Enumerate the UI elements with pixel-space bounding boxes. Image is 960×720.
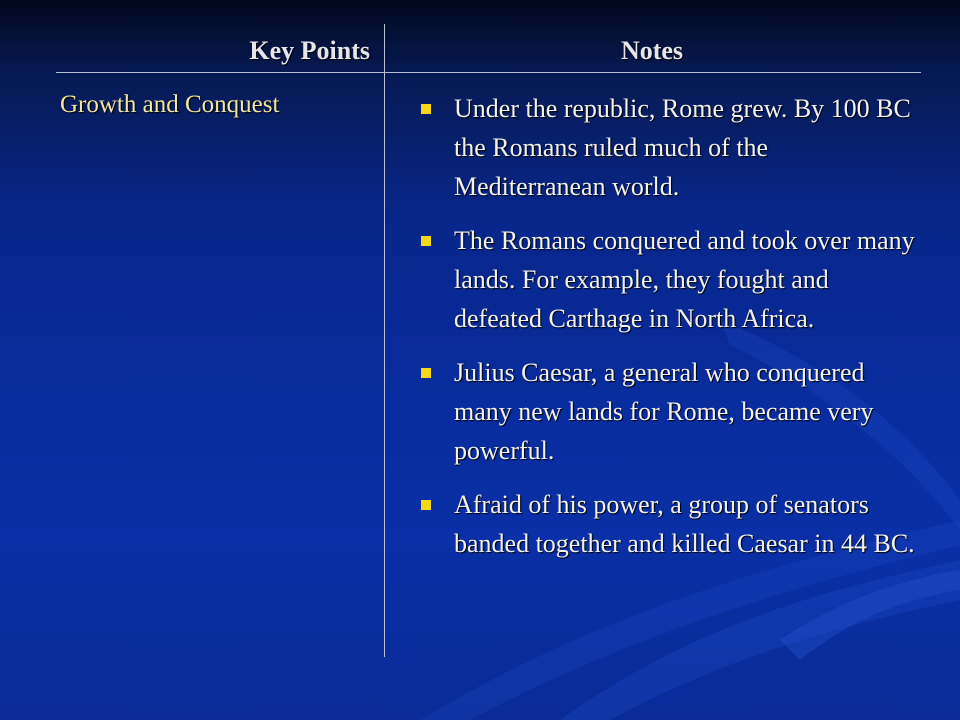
column-divider bbox=[384, 24, 385, 657]
note-text: Julius Caesar, a general who conquered many new lands for Rome, became very powerful. bbox=[454, 358, 874, 465]
note-item bbox=[418, 89, 918, 206]
square-bullet-icon bbox=[421, 236, 431, 246]
note-item bbox=[418, 485, 918, 563]
note-text: The Romans conquered and took over many lands. For example, they fought and defeated Carthage in North Africa. bbox=[454, 226, 915, 333]
header-divider bbox=[56, 72, 921, 73]
notes-list bbox=[418, 89, 918, 578]
key-points-header: Key Points bbox=[249, 36, 370, 65]
square-bullet-icon bbox=[421, 500, 431, 510]
notes-header: Notes bbox=[620, 36, 684, 65]
note-item bbox=[418, 353, 918, 470]
note-item bbox=[418, 221, 918, 338]
square-bullet-icon bbox=[421, 368, 431, 378]
square-bullet-icon bbox=[421, 104, 431, 114]
note-text: Afraid of his power, a group of senators banded together and killed Caesar in 44 BC. bbox=[454, 490, 915, 558]
note-text: Under the republic, Rome grew. By 100 BC the Romans ruled much of the Mediterranean world. bbox=[454, 94, 911, 201]
key-point-growth-and-conquest: Growth and Conquest bbox=[60, 91, 280, 118]
